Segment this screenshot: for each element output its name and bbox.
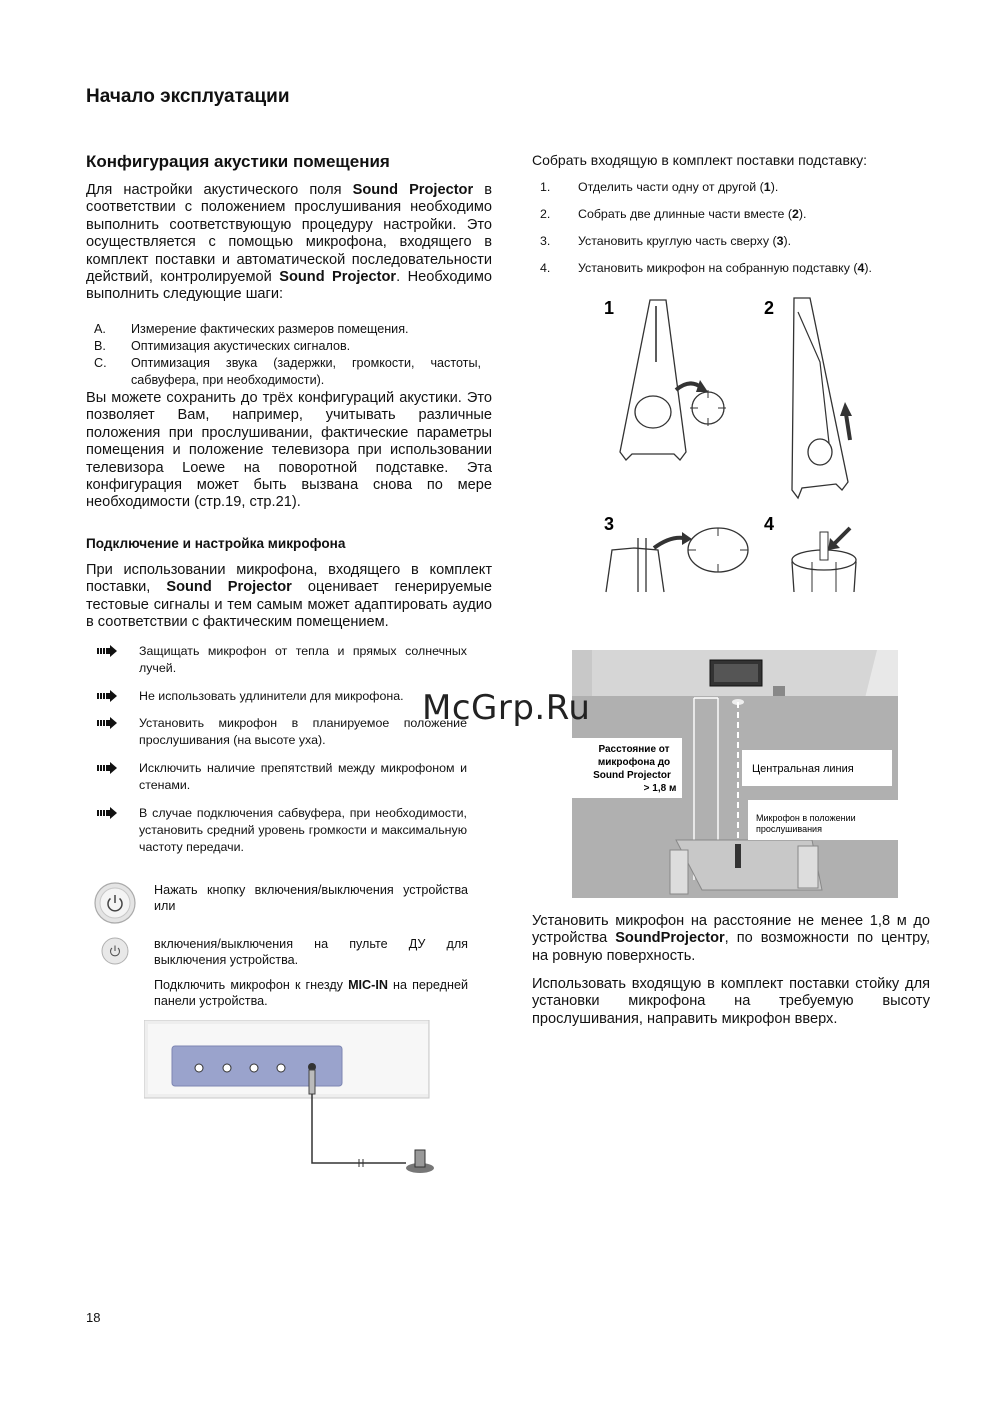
list-item: 3. Установить круглую часть сверху (3). <box>540 234 792 248</box>
note-item: Защищать микрофон от тепла и прямых солнечных лучей. <box>97 643 467 677</box>
svg-text:> 1,8 м: > 1,8 м <box>643 783 677 794</box>
fig-label-2: 2 <box>764 298 775 318</box>
arrow-icon <box>97 762 117 774</box>
stand-assembly-figure <box>598 292 868 597</box>
device-power-icon <box>94 882 136 924</box>
fig-label-4: 4 <box>764 514 775 534</box>
steps-list <box>86 321 481 389</box>
fig-label-1: 1 <box>604 298 615 318</box>
svg-text:Sound Projector: Sound Projector <box>593 770 671 781</box>
fig-label-3: 3 <box>604 514 615 534</box>
note-item: В случае подключения сабвуфера, при необходимости, установить средний уровень громкости и максимальную частоту передачи. <box>97 805 467 856</box>
stand-steps <box>540 180 900 288</box>
arrow-icon <box>97 807 117 819</box>
power-instruction-1: Нажать кнопку включения/выключения устройства или <box>154 883 468 913</box>
power-instruction-2: включения/выключения на пульте ДУ для выключения устройства. <box>154 937 468 967</box>
svg-text:прослушивания: прослушивания <box>756 824 822 834</box>
microphone-paragraph: При использовании микрофона, входящего в комплект поставки, Sound Projector оценивает генерируемые тестовые сигналы и тем самым может адаптировать аудио в соответствии с фактическим помещением. <box>86 562 493 631</box>
note-item: Исключить наличие препятствий между микрофоном и стенами. <box>97 760 467 794</box>
list-item: 4. Установить микрофон на собранную подставку (4). <box>540 261 872 275</box>
section-heading: Конфигурация акустики помещения <box>86 152 390 171</box>
svg-text:микрофона до: микрофона до <box>597 757 671 768</box>
front-panel-figure <box>144 1020 444 1185</box>
stand-paragraph: Использовать входящую в комплект поставки стойку для установки микрофона на требуемую высоту прослушивания, направить микрофон вверх. <box>532 976 930 1027</box>
subheading-microphone: Подключение и настройка микрофона <box>86 536 346 551</box>
arrow-icon <box>97 717 117 729</box>
list-item: B. Оптимизация акустических сигналов. <box>94 339 351 353</box>
list-item: 2. Собрать две длинные части вместе (2). <box>540 207 807 221</box>
configurations-paragraph: Вы можете сохранить до трёх конфигураций акустики. Это позволяет Вам, например, учитывать различные положения при прослушивании, фактические параметры помещения и положение телевизора при использовании телевизора Loewe на поворотной подставке. Эта конфигурация может быть вызвана снова по мере необходимости (стр.19, стр.21). <box>86 390 492 511</box>
mic-connect-instruction: Подключить микрофон к гнезду MIC-IN на передней панели устройства. <box>154 978 468 1008</box>
note-item: Не использовать удлинители для микрофона. <box>97 688 467 705</box>
watermark: McGrp.Ru <box>422 688 591 728</box>
distance-label: Расстояние от <box>598 744 670 755</box>
page-title: Начало эксплуатации <box>86 86 290 107</box>
list-item: A. Измерение фактических размеров помещения. <box>94 322 409 336</box>
room-placement-figure <box>572 650 900 900</box>
stand-intro: Собрать входящую в комплект поставки подставку: <box>532 152 868 168</box>
arrow-icon <box>97 690 117 702</box>
note-item: Установить микрофон в планируемое положение прослушивания (на высоте уха). <box>97 715 467 749</box>
mic-position-label: Микрофон в положении <box>756 813 856 823</box>
placement-paragraph: Установить микрофон на расстояние не менее 1,8 м до устройства SoundProjector, по возможности по центру, на ровную поверхность. <box>532 913 930 964</box>
arrow-icon <box>97 645 117 657</box>
list-item: 1. Отделить части одну от другой (1). <box>540 180 779 194</box>
intro-paragraph: Для настройки акустического поля Sound Projector в соответствии с положением прослушивания необходимо выполнить соответствующую процедуру настройки. Это осуществляется с помощью микрофона, входящего в комплект поставки и автоматической последовательности действий, контролируемой Sound Projector. Необходимо выполнить следующие шаги: <box>86 182 493 303</box>
list-item: C. Оптимизация звука (задержки, громкости, частоты, сабвуфера, при необходимости). <box>94 356 481 387</box>
remote-power-icon <box>101 937 129 965</box>
page-number: 18 <box>86 1310 101 1325</box>
center-line-label: Центральная линия <box>752 763 854 775</box>
